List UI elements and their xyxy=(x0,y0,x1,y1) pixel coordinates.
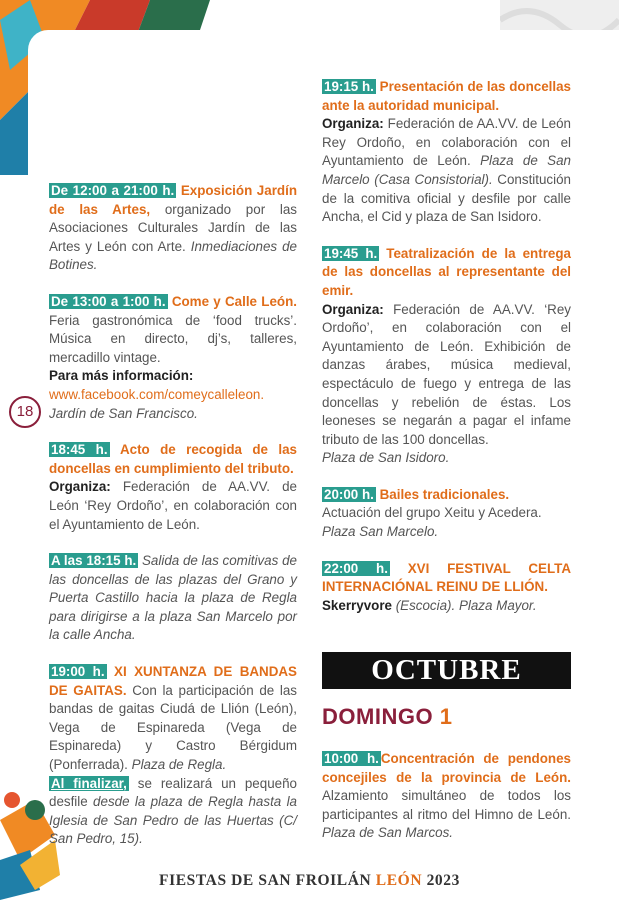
footer-accent: LEÓN xyxy=(375,872,423,889)
footer-suffix: 2023 xyxy=(422,872,460,889)
event-body: Feria gastronómica de ‘food trucks’. Música en directo, dj’s, talleres, mercadillo vintage. xyxy=(49,312,297,365)
event-title: Bailes tradicionales. xyxy=(379,486,510,502)
event-body-secondary: Constitución de la comitiva oficial y desfile por calle Ancha, el Cid y plaza de San Isidoro. xyxy=(322,171,571,225)
event-time: 22:00 h. xyxy=(324,560,388,576)
right-column xyxy=(322,78,571,633)
event-place: Plaza de San Isidoro. xyxy=(322,450,450,466)
event-time: 19:00 h. xyxy=(51,664,105,680)
event-teatralizacion xyxy=(322,245,571,468)
event-body: Alzamiento simultáneo de todos los participantes al ritmo del Himno de León. xyxy=(322,788,571,822)
event-time: 10:00 h. xyxy=(324,751,379,766)
organizer-label: Organiza: xyxy=(49,479,111,495)
event-body: Salida de las comitivas de las doncellas de las plazas del Grano y Puerta Castillo hacia la plaza de Regla para dirigirse a la plaza San Marcelo por la calle Ancha. xyxy=(49,553,297,643)
page-number-badge: 18 xyxy=(9,396,41,428)
day-label: DOMINGO xyxy=(322,704,434,729)
event-body-secondary: se realizará un pequeño desfile xyxy=(49,775,297,810)
event-title: Acto de recogida de las doncellas en cumplimiento del tributo. xyxy=(49,442,297,476)
day-heading xyxy=(322,704,452,730)
event-recogida-doncellas xyxy=(49,441,297,534)
event-body: Con la participación de las bandas de gaitas Ciudá de Llión (León), Vega de Espinareda (Vega de Espinareda) y Castro Bérgidum (Ponferrada). xyxy=(49,682,298,773)
event-place: Jardín de San Francisco. xyxy=(49,405,198,421)
event-body: Federación de AA.VV. de León ‘Rey Ordoño’, en colaboración con el Ayuntamiento de León. xyxy=(49,479,297,532)
event-title: Exposición Jardín de las Artes, xyxy=(49,183,297,217)
event-route: desde la plaza de Regla hasta la Iglesia de San Pedro de las Huertas (C/ San Pedro, 15). xyxy=(49,794,297,847)
event-come-y-calle xyxy=(49,293,297,423)
organizer-label: Organiza: xyxy=(322,116,384,132)
event-presentacion-doncellas xyxy=(322,78,571,227)
organizer-label: Organiza: xyxy=(322,301,384,317)
event-body: Federación de AA.VV. ‘Rey Ordoño’, en colaboración con el Ayuntamiento de León. Exhibición de danzas árabes, música medieval, espectáculo de fuego y entrega de las doncellas y rebelión de éstas. Los leoneses se negarán a pagar el infame tributo de las 100 doncellas. xyxy=(322,301,571,447)
event-time: 19:45 h. xyxy=(324,245,378,261)
event-place: Plaza de Regla. xyxy=(131,757,227,773)
event-body: Actuación del grupo Xeitu y Acedera. xyxy=(322,505,542,521)
event-pendones xyxy=(322,750,571,843)
event-time: De 12:00 a 21:00 h. xyxy=(51,183,175,198)
event-bailes-tradicionales xyxy=(322,486,571,542)
event-title: XI XUNTANZA DE BANDAS DE GAITAS. xyxy=(49,664,297,698)
day-number: 1 xyxy=(439,704,453,729)
footer-title xyxy=(0,872,619,890)
event-place: Plaza de San Marcelo (Casa Consistorial). xyxy=(322,153,571,187)
facebook-link[interactable]: www.facebook.com/comeycalleleon. xyxy=(49,386,265,402)
event-title: XVI FESTIVAL CELTA INTERNACIÓNAL REINU DE LLIÓN. xyxy=(322,560,571,595)
event-time: 19:15 h. xyxy=(324,79,374,94)
event-time: 18:45 h. xyxy=(51,442,108,458)
event-time: A las 18:15 h. xyxy=(51,553,137,569)
event-title: Teatralización de la entrega de las doncellas al representante del emir. xyxy=(322,245,571,298)
event-xuntanza-gaitas xyxy=(49,663,297,849)
event-time-secondary: Al finalizar, xyxy=(51,775,127,791)
event-body: Federación de AA.VV. de León Rey Ordoño, en colaboración con el Ayuntamiento de León. xyxy=(322,116,571,169)
event-festival-celta xyxy=(322,560,571,616)
october-column xyxy=(322,750,571,861)
more-info-label: Para más información: xyxy=(49,368,194,384)
event-place: (Escocia). Plaza Mayor. xyxy=(391,597,537,613)
event-place: Plaza San Marcelo. xyxy=(322,524,439,540)
left-column xyxy=(49,182,297,867)
event-time: 20:00 h. xyxy=(324,486,374,502)
event-body: organizado por las Asociaciones Culturales Jardín de las Artes y León con Arte. xyxy=(49,201,297,254)
footer-prefix: FIESTAS DE SAN FROILÁN xyxy=(159,872,376,889)
event-title: Presentación de las doncellas ante la autoridad municipal. xyxy=(322,79,571,113)
event-place: Inmediaciones de Botines. xyxy=(49,238,297,273)
event-salida-comitivas xyxy=(49,552,297,645)
event-title: Concentración de pendones concejiles de la provincia de León. xyxy=(322,751,571,785)
event-time: De 13:00 a 1:00 h. xyxy=(51,293,166,309)
performer-name: Skerryvore xyxy=(322,597,392,613)
event-place: Plaza de San Marcos. xyxy=(322,825,453,841)
event-title: Come y Calle León. xyxy=(171,293,297,309)
event-jardin-artes xyxy=(49,182,297,275)
month-heading: OCTUBRE xyxy=(322,652,571,689)
